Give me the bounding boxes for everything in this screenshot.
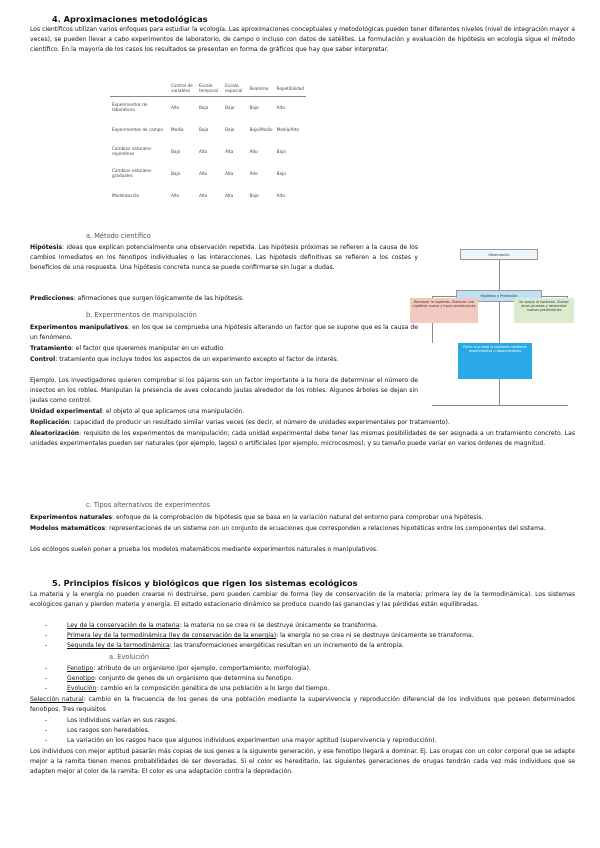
subsection-a-heading: a. Método científico bbox=[86, 232, 151, 240]
example-paragraph: Ejemplo. Los investigadores quieren comprobar si los pájaros son un factor importante a la hora de determinar el número de insectos en los robles. Manipulan la presencia de aves colocando jaulas alrededor de los robles. Algunos árboles se dejan sin jaulas como control. bbox=[30, 377, 418, 405]
table-cell: Bajo bbox=[249, 104, 259, 110]
table-header-cell: Repetibilidad bbox=[276, 85, 304, 91]
test-hypothesis-node: Poner a prueba la hipótesis mediante experimentos u observaciones bbox=[458, 343, 532, 379]
table-row-header: Cambios naturales graduales bbox=[112, 168, 152, 178]
table-header-cell: Escala temporal bbox=[199, 83, 218, 94]
table-cell: Media bbox=[171, 126, 184, 132]
table-cell: Media/Alta bbox=[276, 126, 299, 132]
natural-experiments-paragraph: Experimentos naturales: enfoque de la comprobación de hipótesis que se basa en la variación natural del entorno para comprobar una hipótesis. bbox=[30, 514, 484, 521]
table-cell: Alta bbox=[199, 170, 208, 176]
models-test-paragraph: Los ecólogos suelen poner a prueba los modelos matemáticos mediante experimentos naturales o manipulativos. bbox=[30, 546, 379, 553]
replication-paragraph: Replicación: capacidad de producir un resultado similar varias veces (es decir, el número de unidades experimentales por tratamiento). bbox=[30, 419, 450, 426]
table-cell: Baja bbox=[225, 126, 235, 132]
section-5-heading: 5. Principios físicos y biológicos que rigen los sistemas ecológicos bbox=[52, 578, 358, 588]
table-cell: Baja bbox=[225, 104, 235, 110]
section-4-heading: 4. Aproximaciones metodológicas bbox=[52, 14, 208, 24]
list-item: - Segunda ley de la termodinámica: las transformaciones energéticas resultan en un incremento de la entropía. bbox=[45, 641, 575, 651]
table-header-cell bbox=[110, 81, 169, 96]
requirements-list bbox=[45, 716, 575, 747]
evolution-list bbox=[45, 664, 575, 695]
manipulative-paragraph: Experimentos manipulativos: en los que se comprueba una hipótesis alterando un factor que se supone que es la causa de un fenómeno. bbox=[30, 324, 418, 342]
connector-line bbox=[432, 405, 568, 406]
table-cell: Baja bbox=[276, 148, 286, 154]
table-header-cell: Control de variables bbox=[171, 83, 193, 94]
list-item: - Genotipo: conjunto de genes de un organismo que determina su fenotipo. bbox=[45, 674, 575, 684]
evolution-heading: a. Evolución bbox=[109, 653, 150, 661]
table-row-header: Experimentos de campo bbox=[112, 126, 164, 132]
list-item: - Evolución: cambio en la composición genética de una población a lo largo del tiempo. bbox=[45, 684, 575, 694]
observation-node: Observación bbox=[460, 249, 538, 260]
table-cell: Alto bbox=[249, 148, 258, 154]
reject-hypothesis-node: Rechazar la hipótesis. Elaborar una hipótesis nueva y hacer predicciones bbox=[410, 298, 478, 323]
table-cell: Alto bbox=[171, 192, 180, 198]
hypothesis-node: Hipótesis y Predicción bbox=[456, 290, 542, 302]
treatment-paragraph: Tratamiento: el factor que queremos manipular en un estudio. bbox=[30, 345, 225, 352]
table-cell: Alta bbox=[225, 192, 234, 198]
table-row bbox=[110, 118, 306, 140]
table-row bbox=[110, 140, 306, 162]
experimental-unit-paragraph: Unidad experimental: el objeto al que aplicamos una manipulación. bbox=[30, 408, 245, 415]
connector-line bbox=[499, 302, 500, 343]
math-models-paragraph: Modelos matemáticos: representaciones de un sistema con un conjunto de ecuaciones que corresponden a relaciones hipotéticas entre los componentes del sistema. bbox=[30, 525, 546, 532]
table-cell: Alta bbox=[199, 148, 208, 154]
list-item: - Los rasgos son heredables. bbox=[45, 726, 575, 736]
table-cell: Baja bbox=[199, 104, 209, 110]
randomization-paragraph: Aleatorización: requisito de los experimentos de manipulación; cada unidad experimental debe tener las mismas posibilidades de ser asignada a un tratamiento concreto. Las unidades experimentales pueden ser naturales (por ejemplo, lagos) o artificiales (por ejemplo, microcosmos), y su tamaño puede variar en varios órdenes de magnitud. bbox=[30, 430, 575, 448]
list-item: - Ley de la conservación de la materia: la materia no se crea ni se destruye únicamente se transforma. bbox=[45, 621, 575, 631]
final-paragraph: Los individuos con mejor aptitud pasarán más copias de sus genes a la siguiente generación, y ese fenotipo llegará a dominar. Ej. Las orugas con un color corporal que se adapte mejor a la ramita tienen menos probabilidades de ser devoradas. Si el color es hereditario, las siguientes generaciones de orugas tendrán cada vez más individuos que se adapten mejor al color de la ramita. El color es una adaptación contra la depredación. bbox=[30, 748, 575, 776]
table-body bbox=[110, 96, 306, 206]
connector-line bbox=[542, 296, 568, 297]
table-cell: Baja bbox=[276, 170, 286, 176]
connector-line bbox=[499, 379, 500, 405]
table-cell: Bajo bbox=[171, 170, 181, 176]
table-header-cell: Realismo bbox=[249, 85, 269, 91]
table-cell: Alto bbox=[171, 104, 180, 110]
table-cell: Bajo/Medio bbox=[249, 126, 273, 132]
hypothesis-paragraph: Hipótesis: ideas que explican potencialmente una observación repetida. Las hipótesis próximas se refieren a la causa de los cambios inmediatos en los fenotipos individuales o las interacciones. Las hipótesis definitivas se refieren a los costes y beneficios de una respuesta. Una hipótesis concreta nunca se puede confirmarse sin lugar a dudas. bbox=[30, 244, 418, 272]
table-row-header: Experimentos de laboratorio bbox=[112, 102, 148, 113]
table-cell: Alta bbox=[276, 192, 285, 198]
table-header-cell: Escala espacial bbox=[225, 83, 243, 94]
table-header-row bbox=[110, 81, 306, 96]
scientific-method-diagram bbox=[412, 240, 586, 470]
section-5-intro: La materia y la energía no pueden crearse ni destruirse, pero pueden cambiar de forma (ley de conservación de la materia; primera ley de la termodinámica). Los sistemas ecológicos ganan y pierden materia y energía. El estado estacionario dinámico se produce cuando las ganancias y las pérdidas están equilibradas. bbox=[30, 591, 575, 609]
table-row bbox=[110, 96, 306, 118]
table-cell: Bajo bbox=[249, 192, 259, 198]
table-cell: Alta bbox=[225, 148, 234, 154]
table-cell: Bajo bbox=[171, 148, 181, 154]
table-cell: Baja bbox=[199, 126, 209, 132]
predictions-paragraph: Predicciones: afirmaciones que surgen lógicamente de las hipótesis. bbox=[30, 295, 245, 302]
laws-list bbox=[45, 621, 575, 652]
list-item: - La variación en los rasgos hace que algunos individuos experimenten una mayor aptitud (supervivencia y reproducción). bbox=[45, 736, 575, 746]
table-row-header: Cambios naturales repentinos bbox=[112, 146, 152, 156]
table-row-header: Modelización bbox=[112, 192, 140, 198]
subsection-c-heading: c. Tipos alternativos de experimentos bbox=[86, 501, 211, 509]
list-item: - Fenotipo: atributo de un organismo (por ejemplo, comportamiento, morfología). bbox=[45, 664, 575, 674]
support-hypothesis-node: Se apoya la hipótesis. Buscar otras pruebas y desarrollar nuevas predicciones bbox=[514, 298, 574, 323]
table-cell: Alta bbox=[276, 104, 285, 110]
subsection-b-heading: b. Experimentos de manipulación bbox=[86, 311, 197, 319]
list-item: - Primera ley de la termodinámica (ley de conservación de la energía): la energía no se crea ni se destruye únicamente se transforma. bbox=[45, 631, 575, 641]
table-row bbox=[110, 184, 306, 206]
table-cell: Alto bbox=[249, 170, 258, 176]
natural-selection-paragraph: Selección natural: cambio en la frecuencia de los genes de una población mediante la supervivencia y reproducción diferencial de los individuos que poseen determinados fenotipos. Tres requisitos bbox=[30, 696, 575, 714]
section-4-intro: Los científicos utilizan varios enfoques para estudiar la ecología. Las aproximaciones conceptuales y metodológicas pueden tener diferentes niveles (nivel de integración mayor a veces), se pueden llevar a cabo experimentos de laboratorio, de campo o incluso con datos de satélites. La formulación y evaluación de hipótesis en ecología sigue el método científico. En la mayoría de los casos los resultados se presentan en forma de gráficos que hay que saber interpretar. bbox=[30, 26, 575, 54]
table-cell: Alta bbox=[199, 192, 208, 198]
connector-line bbox=[432, 296, 456, 297]
control-paragraph: Control: tratamiento que incluye todos los aspectos de un experimento excepto el factor de interés. bbox=[30, 356, 339, 363]
table-cell: Alta bbox=[225, 170, 234, 176]
approaches-table bbox=[110, 81, 306, 206]
table-row bbox=[110, 162, 306, 184]
list-item: - Los individuos varían en sus rasgos. bbox=[45, 716, 575, 726]
connector-line bbox=[499, 260, 500, 290]
